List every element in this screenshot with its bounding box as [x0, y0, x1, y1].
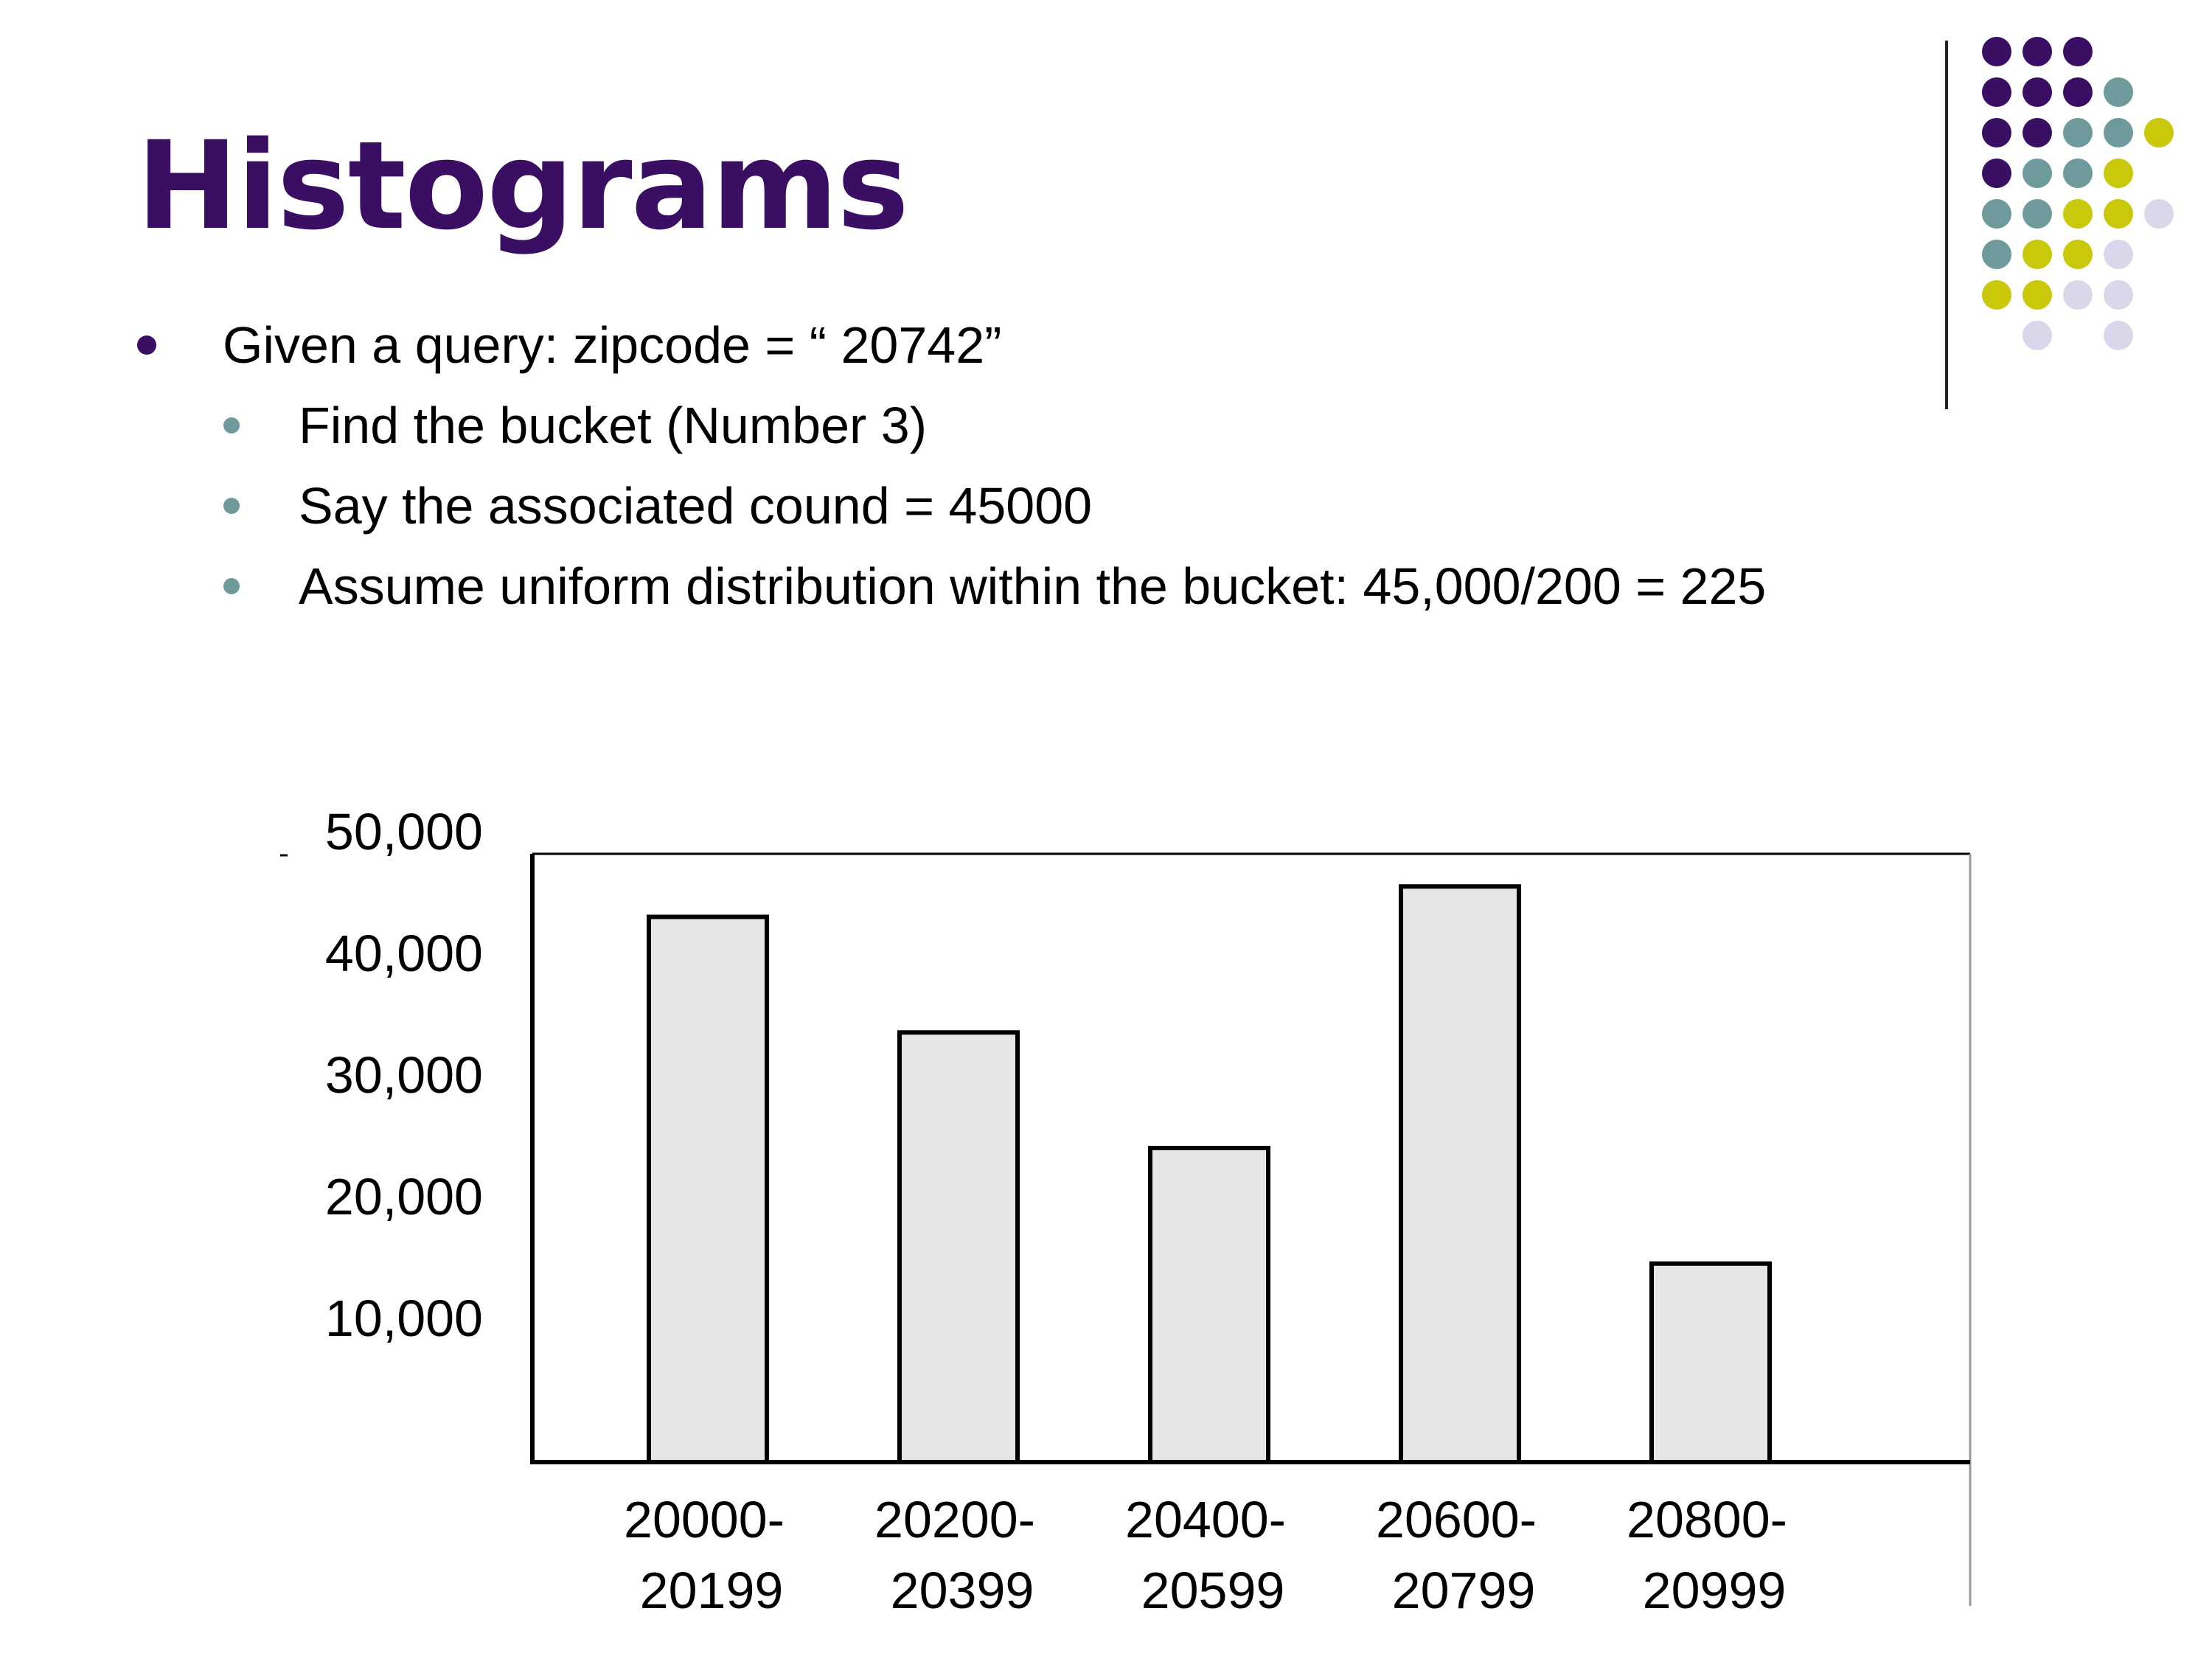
bar	[1652, 1264, 1770, 1462]
x-tick-label: 20199	[639, 1562, 784, 1619]
y-tick-label: 20,000	[324, 1168, 483, 1225]
y-tick-label: 40,000	[324, 925, 483, 982]
x-tick-label: 20200-	[874, 1491, 1035, 1548]
x-tick-label: 20999	[1642, 1562, 1787, 1619]
bar	[1401, 886, 1519, 1462]
x-tick-label: 20399	[890, 1562, 1034, 1619]
x-tick-label: 20000-	[624, 1491, 785, 1548]
x-tick-label: 20600-	[1376, 1491, 1537, 1548]
x-tick-label: 20799	[1391, 1562, 1536, 1619]
bullet-text: Find the bucket (Number 3)	[299, 397, 928, 454]
y-tick-label: 30,000	[324, 1046, 483, 1104]
bullet-text: Say the associated cound = 45000	[299, 477, 1093, 535]
bullet-text: Assume uniform distribution within the bucket: 45,000/200 = 225	[299, 557, 1767, 615]
slide-title: Histograms	[136, 115, 908, 257]
bar	[900, 1032, 1018, 1462]
bullet-text: Given a query: zipcode = “ 20742”	[223, 316, 1002, 374]
bar	[649, 917, 767, 1463]
x-tick-label: 20599	[1141, 1562, 1285, 1619]
bar	[1150, 1148, 1268, 1462]
y-tick-label: 10,000	[324, 1290, 483, 1347]
x-tick-label: 20400-	[1125, 1491, 1286, 1548]
y-tick-label: 50,000	[324, 803, 483, 860]
x-tick-label: 20800-	[1627, 1491, 1787, 1548]
